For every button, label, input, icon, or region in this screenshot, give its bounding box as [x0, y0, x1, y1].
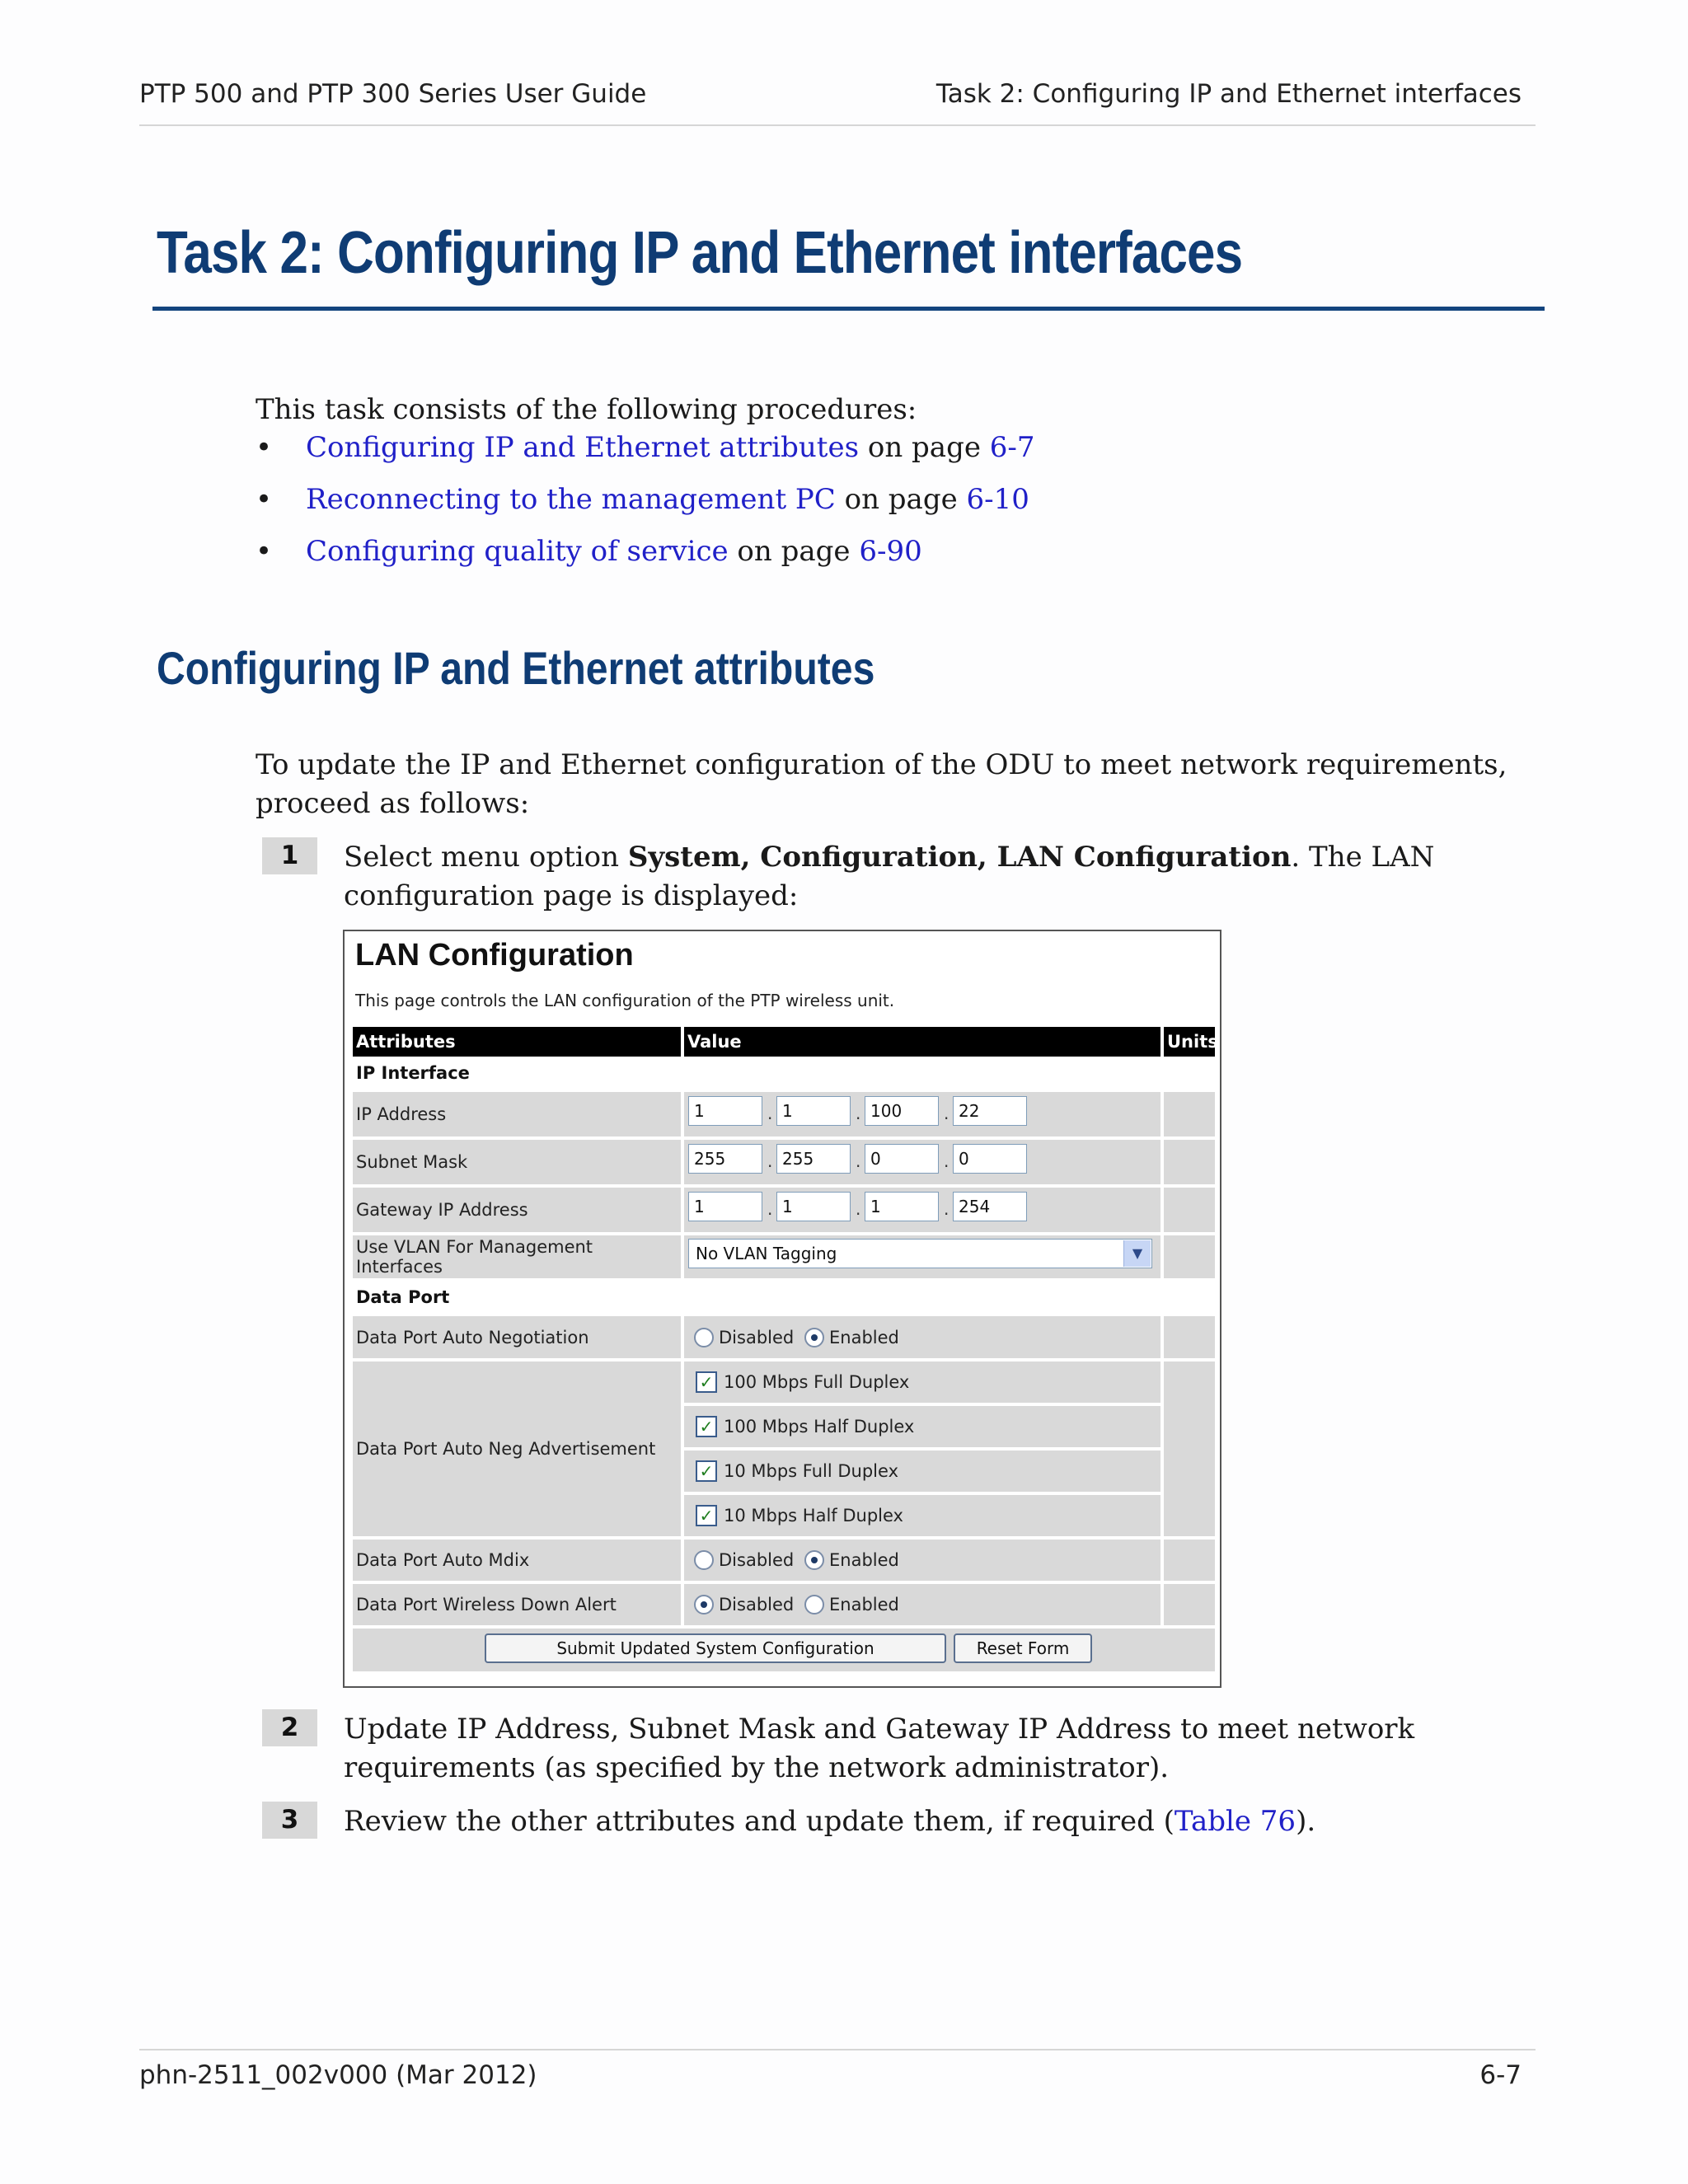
table-header — [353, 1027, 1218, 1057]
checkbox-checked[interactable]: ✓ — [696, 1371, 717, 1393]
advert-option: ✓ 100 Mbps Full Duplex — [684, 1361, 1160, 1403]
vlan-label: Use VLAN For Management Interfaces — [353, 1235, 681, 1278]
step-number: 1 — [262, 837, 317, 874]
vlan-select[interactable]: No VLAN Tagging ▼ — [688, 1239, 1152, 1268]
step-text: Update IP Address, Subnet Mask and Gateway IP Address to meet network requirements (as specified by the network administrator). — [344, 1713, 1415, 1784]
intro-text: This task consists of the following procedures: — [256, 393, 917, 426]
subnet-octet-1[interactable]: 255 — [688, 1144, 762, 1174]
running-footer — [139, 2060, 1522, 2090]
list-item: • Configuring quality of service on page 6-90 — [256, 535, 922, 568]
header-right: Task 2: Configuring IP and Ethernet interfaces — [935, 79, 1522, 109]
down-alert-label: Data Port Wireless Down Alert — [353, 1584, 681, 1625]
table-row: Data Port Wireless Down Alert Disabled Enabled — [353, 1584, 1215, 1625]
table-row: Data Port Auto Negotiation Disabled Enabled — [353, 1316, 1215, 1358]
gateway-octet-3[interactable]: 1 — [865, 1192, 939, 1221]
step-number: 3 — [262, 1802, 317, 1839]
auto-neg-enabled-radio[interactable] — [804, 1328, 824, 1347]
table-row — [353, 1188, 1215, 1232]
table-row: Data Port Auto Mdix Disabled Enabled — [353, 1540, 1215, 1581]
advert-label: Data Port Auto Neg Advertisement — [353, 1361, 681, 1536]
subnet-mask-label: Subnet Mask — [353, 1140, 681, 1184]
list-item: • Configuring IP and Ethernet attributes on page 6-7 — [256, 431, 1035, 464]
mdix-disabled-radio[interactable] — [694, 1550, 714, 1570]
subnet-octet-2[interactable]: 255 — [776, 1144, 851, 1174]
running-header — [139, 79, 1522, 109]
lan-title: LAN Configuration — [355, 938, 634, 972]
mdix-label: Data Port Auto Mdix — [353, 1540, 681, 1581]
header-left: PTP 500 and PTP 300 Series User Guide — [139, 79, 647, 109]
procedure-link[interactable]: Configuring quality of service — [306, 535, 729, 568]
section-intro: To update the IP and Ethernet configuration of the ODU to meet network requirements, proceed as follows: — [256, 748, 1507, 820]
section-title: Configuring IP and Ethernet attributes — [157, 642, 875, 694]
subnet-octet-4[interactable]: 0 — [953, 1144, 1027, 1174]
ip-address-value: 1 . 1 . 100 . 22 — [684, 1092, 1160, 1137]
gateway-label: Gateway IP Address — [353, 1188, 681, 1232]
page-link[interactable]: 6-7 — [989, 431, 1035, 464]
ip-octet-1[interactable]: 1 — [688, 1096, 762, 1126]
section-ip-interface: IP Interface — [356, 1063, 470, 1083]
ip-octet-2[interactable]: 1 — [776, 1096, 851, 1126]
reset-button[interactable]: Reset Form — [954, 1633, 1092, 1663]
down-alert-disabled-radio[interactable] — [694, 1595, 714, 1615]
form-actions — [353, 1629, 1215, 1671]
procedure-link[interactable]: Reconnecting to the management PC — [306, 483, 836, 516]
col-value: Value — [684, 1027, 1160, 1057]
checkbox-checked[interactable]: ✓ — [696, 1460, 717, 1482]
advert-option: ✓ 100 Mbps Half Duplex — [684, 1406, 1160, 1447]
auto-neg-disabled-radio[interactable] — [694, 1328, 714, 1347]
page-link[interactable]: 6-90 — [859, 535, 922, 568]
auto-neg-label: Data Port Auto Negotiation — [353, 1316, 681, 1358]
lan-description: This page controls the LAN configuration of the PTP wireless unit. — [355, 991, 895, 1010]
gateway-octet-2[interactable]: 1 — [776, 1192, 851, 1221]
down-alert-enabled-radio[interactable] — [804, 1595, 824, 1615]
submit-button[interactable]: Submit Updated System Configuration — [485, 1633, 946, 1663]
page-link[interactable]: 6-10 — [966, 483, 1029, 516]
page-title: Task 2: Configuring IP and Ethernet interfaces — [157, 220, 1243, 286]
subnet-mask-value: 255 . 255 . 0 . 0 — [684, 1140, 1160, 1184]
advert-option: ✓ 10 Mbps Half Duplex — [684, 1495, 1160, 1536]
header-rule — [139, 124, 1536, 126]
ip-octet-4[interactable]: 22 — [953, 1096, 1027, 1126]
procedure-link[interactable]: Configuring IP and Ethernet attributes — [306, 431, 860, 464]
page-number: 6-7 — [1479, 2060, 1522, 2090]
gateway-octet-4[interactable]: 254 — [953, 1192, 1027, 1221]
subnet-octet-3[interactable]: 0 — [865, 1144, 939, 1174]
col-units: Units — [1164, 1027, 1215, 1057]
mdix-enabled-radio[interactable] — [804, 1550, 824, 1570]
gateway-octet-1[interactable]: 1 — [688, 1192, 762, 1221]
chevron-down-icon[interactable]: ▼ — [1123, 1240, 1151, 1267]
procedure-list — [256, 431, 1035, 587]
section-data-port: Data Port — [356, 1287, 450, 1307]
step-text: Select menu option System, Configuration, LAN Configuration. The LAN configuration page is displayed: — [344, 841, 1435, 912]
footer-left: phn-2511_002v000 (Mar 2012) — [139, 2060, 537, 2090]
table-row — [353, 1140, 1215, 1184]
footer-rule — [139, 2049, 1536, 2050]
step-text: Review the other attributes and update them, if required (Table 76). — [344, 1805, 1316, 1838]
list-item: • Reconnecting to the management PC on page 6-10 — [256, 483, 1029, 516]
table-row — [353, 1092, 1215, 1137]
advert-option: ✓ 10 Mbps Full Duplex — [684, 1451, 1160, 1492]
lan-configuration-screenshot — [343, 930, 1221, 1688]
table-link[interactable]: Table 76 — [1174, 1805, 1296, 1838]
title-rule — [152, 307, 1545, 311]
ip-address-label: IP Address — [353, 1092, 681, 1137]
gateway-value: 1 . 1 . 1 . 254 — [684, 1188, 1160, 1232]
step-number: 2 — [262, 1709, 317, 1746]
table-row — [353, 1235, 1215, 1278]
ip-octet-3[interactable]: 100 — [865, 1096, 939, 1126]
table-row — [353, 1361, 1215, 1536]
checkbox-checked[interactable]: ✓ — [696, 1505, 717, 1526]
col-attributes: Attributes — [353, 1027, 681, 1057]
checkbox-checked[interactable]: ✓ — [696, 1416, 717, 1437]
